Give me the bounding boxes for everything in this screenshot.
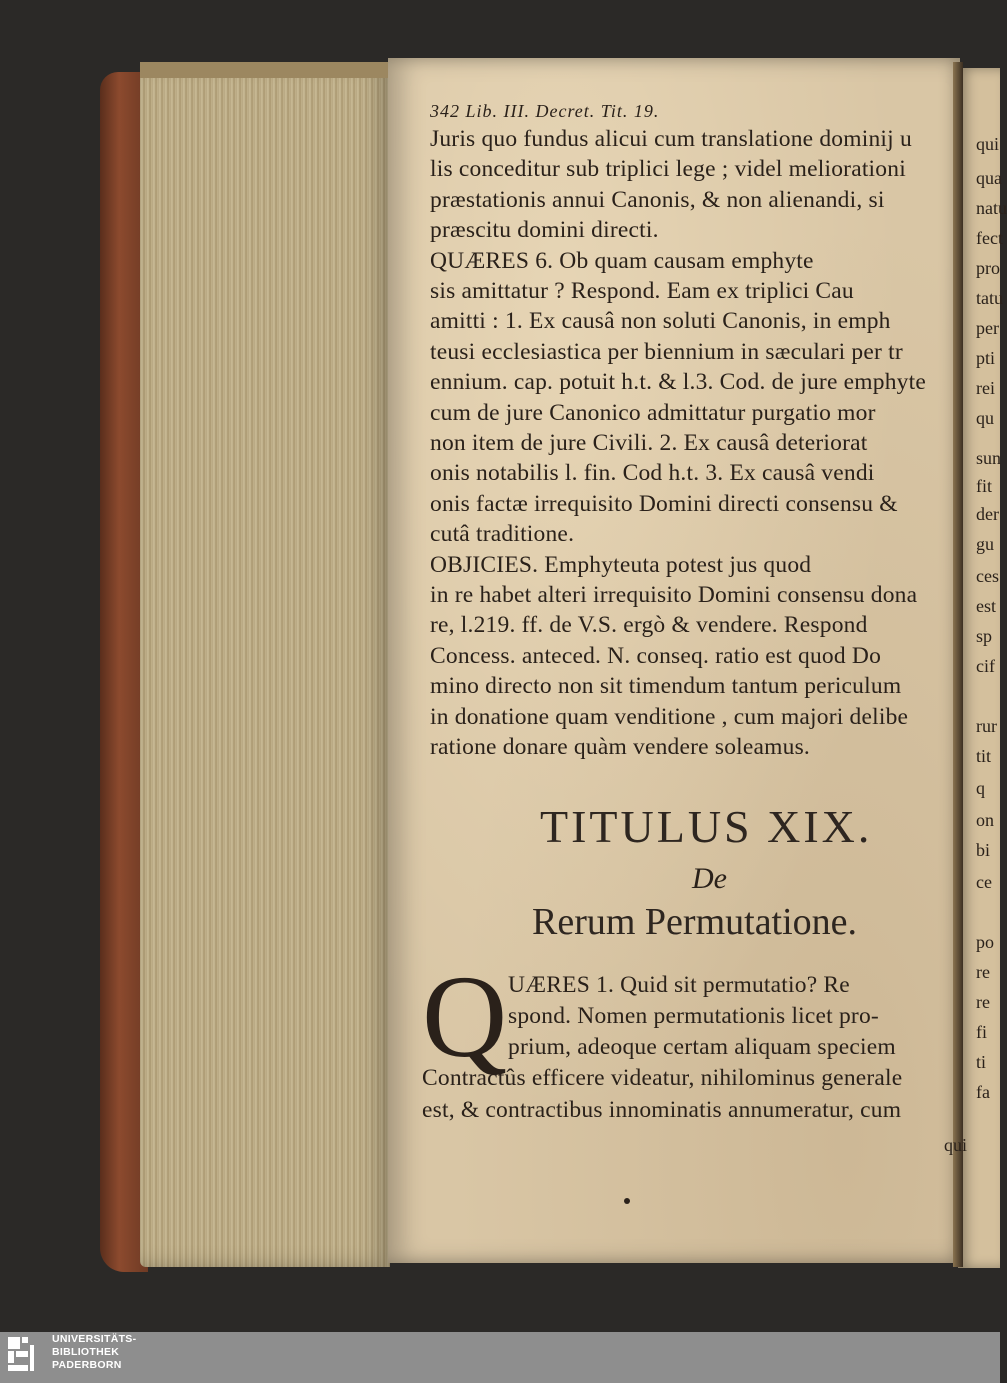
next-page-fragment: fect [976,228,1003,248]
title-subtitle: Rerum Permutatione. [532,901,858,943]
next-page-fragment: sp [976,626,993,646]
running-header: 342 Lib. III. Decret. Tit. 19. [430,101,660,121]
drop-cap: Q [422,951,508,1082]
text-line: præscitu domini directi. [430,217,659,244]
text-line: est, & contractibus innominatis annumeratur, cum [422,1097,902,1123]
text-line: prium, adeoque certam aliquam speciem [508,1034,896,1060]
next-page-fragment: per [976,318,999,338]
text-line: lis conceditur sub triplici lege ; videl meliorationi [430,156,906,183]
next-page-fragment: qua [976,168,1002,188]
text-line: amitti : 1. Ex causâ non soluti Canonis, in emph [430,308,891,335]
next-page-fragment: ti [976,1052,987,1072]
text-line: teusi ecclesiastica per biennium in sæculari per tr [430,338,903,365]
text-line: sis amittatur ? Respond. Eam ex triplici Cau [430,278,854,304]
text-line: mino directo non sit timendum tantum periculum [430,673,902,700]
text-line: Contractûs efficere videatur, nihilominus generale [422,1065,903,1091]
next-page-fragment: re [976,962,990,982]
next-page-fragment: bi [976,840,991,860]
next-page-fragment: tit [976,746,992,766]
next-page-fragment: po [976,932,994,952]
text-line: cutâ traditione. [430,521,575,548]
text-line: UÆRES 1. Quid sit permutatio? Re [508,972,850,998]
library-name-line-3: PADERBORN [52,1359,122,1371]
catchword: qui [944,1135,968,1155]
next-page-fragment: der [976,504,999,524]
text-line: ratione donare quàm vendere soleamus. [430,734,810,760]
next-page-fragment: ces [976,566,999,586]
next-page-fragment: rei [976,378,995,398]
next-page-fragment: tatu [976,288,1003,308]
library-name-line-1: UNIVERSITÄTS- [52,1333,137,1345]
next-page-fragment: on [976,810,994,830]
next-page-fragment: qu [976,408,994,428]
title-heading: TITULUS XIX. [540,801,873,852]
text-line: onis notabilis l. fin. Cod h.t. 3. Ex causâ vendi [430,460,875,487]
text-line: spond. Nomen permutationis licet pro- [508,1003,879,1029]
library-footer [0,1332,1000,1383]
title-de: De [692,862,727,895]
next-page-fragment: fa [976,1082,990,1102]
next-page-fragment: q [976,778,985,798]
next-page-fragment: est [976,596,996,616]
next-page-fragment: pro [976,258,1000,278]
text-line: in re habet alteri irrequisito Domini consensu dona [430,582,918,608]
text-line: Juris quo fundus alicui cum translatione dominij u [430,126,912,152]
next-page-fragment: fi [976,1022,987,1042]
text-line: OBJICIES. Emphyteuta potest jus quod [430,551,812,578]
next-page-fragment: sun [976,448,1002,468]
next-page-fragment: pti [976,348,996,368]
page-mark [624,1198,630,1204]
text-line: onis factæ irrequisito Domini directi consensu & [430,490,898,517]
next-page-fragment: gu [976,534,994,554]
next-page-fragment: ce [976,872,992,892]
page-edges [140,62,390,1267]
text-line: Concess. anteced. N. conseq. ratio est quod Do [430,642,882,669]
library-logo-icon [8,1337,46,1377]
text-line: ennium. cap. potuit h.t. & l.3. Cod. de jure emphyte [430,369,926,396]
book-gutter [953,62,963,1267]
next-page-fragment: natu [976,198,1007,218]
text-line: non item de jure Civili. 2. Ex causâ deteriorat [430,430,868,456]
text-line: cum de jure Canonico admittatur purgatio mor [430,399,876,426]
text-line: in donatione quam venditione , cum majori delibe [430,703,909,730]
text-line: re, l.219. ff. de V.S. ergò & vendere. Respond [430,612,868,639]
text-line: præstationis annui Canonis, & non alienandi, si [430,186,885,213]
next-page-fragment: qui [976,134,1000,154]
next-page-fragment: cif [976,656,995,676]
next-page-fragment: rur [976,716,997,736]
text-line: QUÆRES 6. Ob quam causam emphyte [430,247,814,274]
next-page-fragment: fit [976,476,992,496]
next-page-fragment: re [976,992,990,1012]
library-name-line-2: BIBLIOTHEK [52,1346,120,1358]
page-edges-top [140,62,390,78]
